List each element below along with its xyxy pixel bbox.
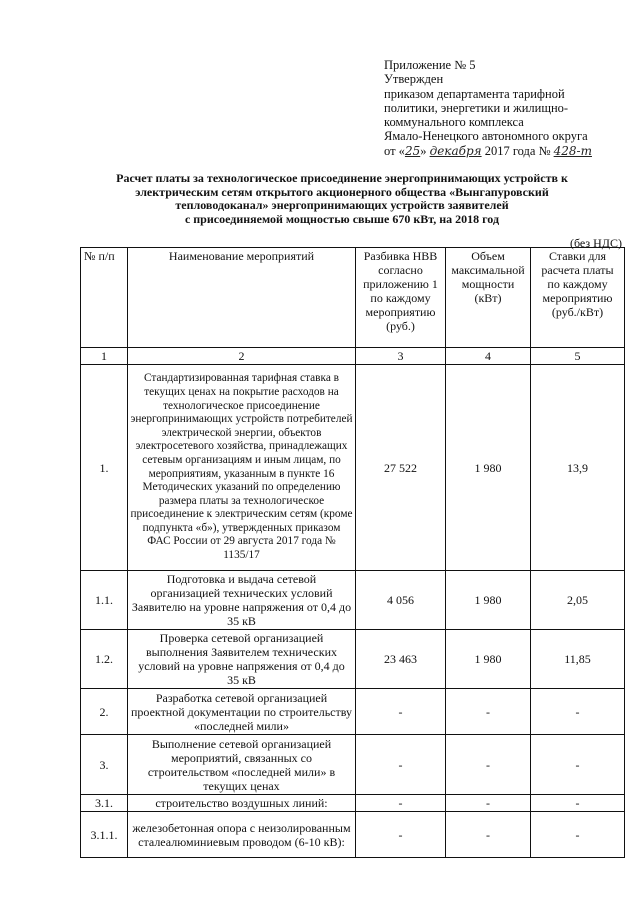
row-rate: 11,85	[531, 630, 625, 689]
row-nvv: -	[356, 689, 446, 735]
row-number: 3.1.	[81, 795, 128, 812]
row-nvv: 4 056	[356, 571, 446, 630]
row-power: 1 980	[446, 630, 531, 689]
approval-line: коммунального комплекса	[384, 115, 524, 130]
row-nvv: 23 463	[356, 630, 446, 689]
col-number: 3	[356, 348, 446, 365]
col-number: 4	[446, 348, 531, 365]
row-nvv: 27 522	[356, 365, 446, 571]
appendix-label: Приложение № 5	[384, 58, 476, 72]
row-rate: 13,9	[531, 365, 625, 571]
row-nvv: -	[356, 812, 446, 858]
table-row	[81, 795, 625, 812]
approved-label: Утвержден	[384, 72, 444, 87]
table-row	[81, 812, 625, 858]
row-number: 3.	[81, 735, 128, 795]
vat-note: (без НДС)	[569, 236, 622, 250]
table-row	[81, 689, 625, 735]
fee-table	[80, 247, 625, 858]
header-rate: Ставки для расчета платы по каждому мероприятию (руб./кВт)	[531, 248, 625, 348]
date-prefix: от «	[384, 143, 405, 158]
date-month: декабря	[429, 143, 482, 158]
approval-block	[384, 58, 624, 158]
table-row	[81, 365, 625, 571]
row-power: 1 980	[446, 365, 531, 571]
date-day: 25	[404, 143, 421, 158]
row-number: 3.1.1.	[81, 812, 128, 858]
col-number: 1	[81, 348, 128, 365]
header-name: Наименование мероприятий	[128, 248, 356, 348]
row-name: Стандартизированная тарифная ставка в текущих ценах на покрытие расходов на технологическое присоединение энергопринимающих устройств потребителей электрической энергии, объектов электросетевого хозяйства, принадлежащих сетевым организациям и иным лицам, по мероприятиям, указанным в пункте 16 Методических указаний по определению размера платы за технологическое присоединение к электрическим сетям (кроме подпункта «б»), утвержденных приказом ФАС России от 29 августа 2017 года № 1135/17	[128, 365, 356, 571]
row-name: железобетонная опора с неизолированным сталеалюминиевым проводом (6-10 кВ):	[128, 812, 356, 858]
header-row	[81, 248, 625, 348]
date-year: 2017 года №	[484, 143, 551, 158]
document-title	[92, 172, 592, 226]
row-rate: -	[531, 689, 625, 735]
row-name: Подготовка и выдача сетевой организацией технических условий Заявителю на уровне напряжения от 0,4 до 35 кВ	[128, 571, 356, 630]
table-row	[81, 735, 625, 795]
approval-line: политики, энергетики и жилищно-	[384, 100, 569, 115]
column-number-row	[81, 348, 625, 365]
row-nvv: -	[356, 795, 446, 812]
header-number: № п/п	[81, 248, 128, 348]
title-line: тепловодоканал» энергопринимающих устройств заявителей	[175, 198, 509, 213]
title-line: с присоединяемой мощностью свыше 670 кВт, на 2018 год	[184, 211, 500, 226]
row-rate: -	[531, 812, 625, 858]
row-power: -	[446, 689, 531, 735]
row-number: 2.	[81, 689, 128, 735]
row-name: Проверка сетевой организацией выполнения Заявителем технических условий на уровне напряжения от 0,4 до 35 кВ	[128, 630, 356, 689]
row-power: 1 980	[446, 571, 531, 630]
header-nvv: Разбивка НВВ согласно приложению 1 по каждому мероприятию (руб.)	[356, 248, 446, 348]
header-power: Объем максимальной мощности (кВт)	[446, 248, 531, 348]
title-line: электрическим сетям открытого акционерного общества «Вынгапуровский	[135, 184, 549, 199]
date-mid: »	[420, 143, 427, 158]
row-name: Разработка сетевой организацией проектной документации по строительству «последней мили»	[128, 689, 356, 735]
table-row	[81, 571, 625, 630]
row-power: -	[446, 812, 531, 858]
row-nvv: -	[356, 735, 446, 795]
row-power: -	[446, 735, 531, 795]
row-rate: -	[531, 735, 625, 795]
row-name: Выполнение сетевой организацией мероприятий, связанных со строительством «последней мили» в текущих ценах	[128, 735, 356, 795]
row-name: строительство воздушных линий:	[128, 795, 356, 812]
row-number: 1.1.	[81, 571, 128, 630]
row-number: 1.	[81, 365, 128, 571]
order-number: 428-т	[553, 143, 592, 158]
table-row	[81, 630, 625, 689]
row-power: -	[446, 795, 531, 812]
approval-line: приказом департамента тарифной	[384, 86, 565, 101]
row-rate: 2,05	[531, 571, 625, 630]
title-line: Расчет платы за технологическое присоединение энергопринимающих устройств к	[116, 171, 568, 185]
approval-date-line	[384, 144, 624, 158]
approval-line: Ямало-Ненецкого автономного округа	[384, 129, 588, 144]
col-number: 5	[531, 348, 625, 365]
row-number: 1.2.	[81, 630, 128, 689]
row-rate: -	[531, 795, 625, 812]
col-number: 2	[128, 348, 356, 365]
